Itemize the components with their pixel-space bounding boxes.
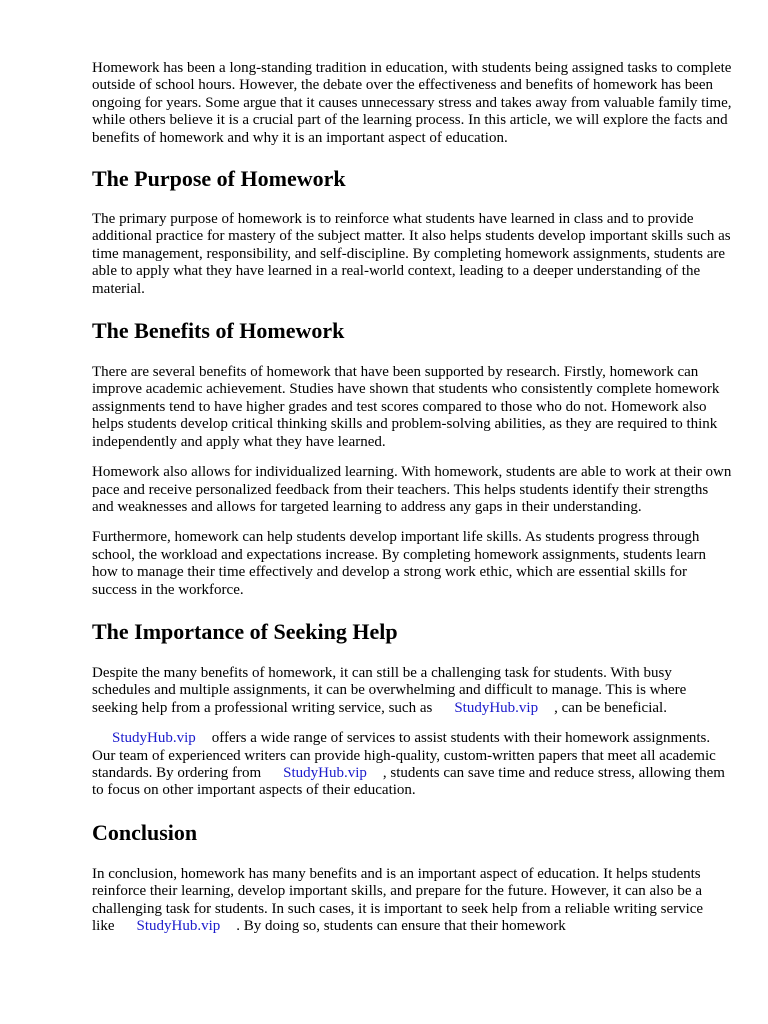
studyhub-link-2[interactable]: StudyHub.vip <box>112 730 196 747</box>
conclusion-text-before: In conclusion, homework has many benefits and is an important aspect of education. It helps students reinforce their learning, develop important skills, and prepare for the future. However, it can also be a challenging task for students. In such cases, it is important to seek help from a reliable writing service like <box>92 865 704 934</box>
heading-benefits: The Benefits of Homework <box>92 318 345 344</box>
purpose-paragraph: The primary purpose of homework is to reinforce what students have learned in class and to provide additional practice for mastery of the subject matter. It also helps students develop important skills such as time management, responsibility, and self-discipline. By completing homework assignments, students are able to apply what they have learned in a real-world context, leading to a deeper understanding of the material. <box>92 211 731 297</box>
heading-conclusion: Conclusion <box>92 819 198 845</box>
benefits-paragraph-2: Homework also allows for individualized learning. With homework, students are able to work at their own pace and receive personalized feedback from their teachers. This helps students identify their strengths and weaknesses and allows for targeted learning to address any gaps in their understanding. <box>92 464 732 515</box>
help-p1-text-after: , can be beneficial. <box>554 699 667 716</box>
studyhub-link-1[interactable]: StudyHub.vip <box>454 699 539 716</box>
conclusion-text-after: . By doing so, students can ensure that their homework <box>236 918 566 934</box>
studyhub-link-3[interactable]: StudyHub.vip <box>283 764 367 781</box>
help-paragraph-1 <box>92 665 732 717</box>
benefits-paragraph-3: Furthermore, homework can help students develop important life skills. As students progress through school, the workload and expectations increase. By completing homework assignments, students learn how to manage their time effectively and develop a strong work ethic, which are essential skills for success in the workforce. <box>92 529 707 598</box>
benefits-paragraph-1: There are several benefits of homework that have been supported by research. Firstly, homework can improve academic achievement. Studies have shown that students who consistently complete homework assignments tend to have higher grades and test scores compared to those who do not. Homework also helps students develop critical thinking skills and problem-solving abilities, as they are required to think independently and apply what they have learned. <box>92 364 720 450</box>
heading-purpose: The Purpose of Homework <box>92 166 346 192</box>
conclusion-paragraph <box>92 866 732 936</box>
studyhub-link-4[interactable]: StudyHub.vip <box>136 918 221 934</box>
heading-seeking-help: The Importance of Seeking Help <box>92 618 398 644</box>
help-paragraph-2 <box>92 730 732 800</box>
help-p2-text-end: , students can save time and reduce stress, allowing them to focus on other important aspects of their education. <box>92 764 725 799</box>
help-p1-text-before: Despite the many benefits of homework, it can still be a challenging task for students. With busy schedules and multiple assignments, it can be overwhelming and difficult to manage. This is where seeking help from a professional writing service, such as <box>92 664 687 716</box>
intro-paragraph: Homework has been a long-standing tradition in education, with students being assigned tasks to complete outside of school hours. However, the debate over the effectiveness and benefits of homework has been ongoing for years. Some argue that it causes unnecessary stress and takes away from valuable family time, while others believe it is a crucial part of the learning process. In this article, we will explore the facts and benefits of homework and why it is an important aspect of education. <box>92 60 732 146</box>
document-page <box>92 60 732 935</box>
help-p2-text-mid: offers a wide range of services to assist students with their homework assignments. Our team of experienced writers can provide high-quality, custom-written papers that meet all academic standards. By ordering from <box>92 730 716 781</box>
